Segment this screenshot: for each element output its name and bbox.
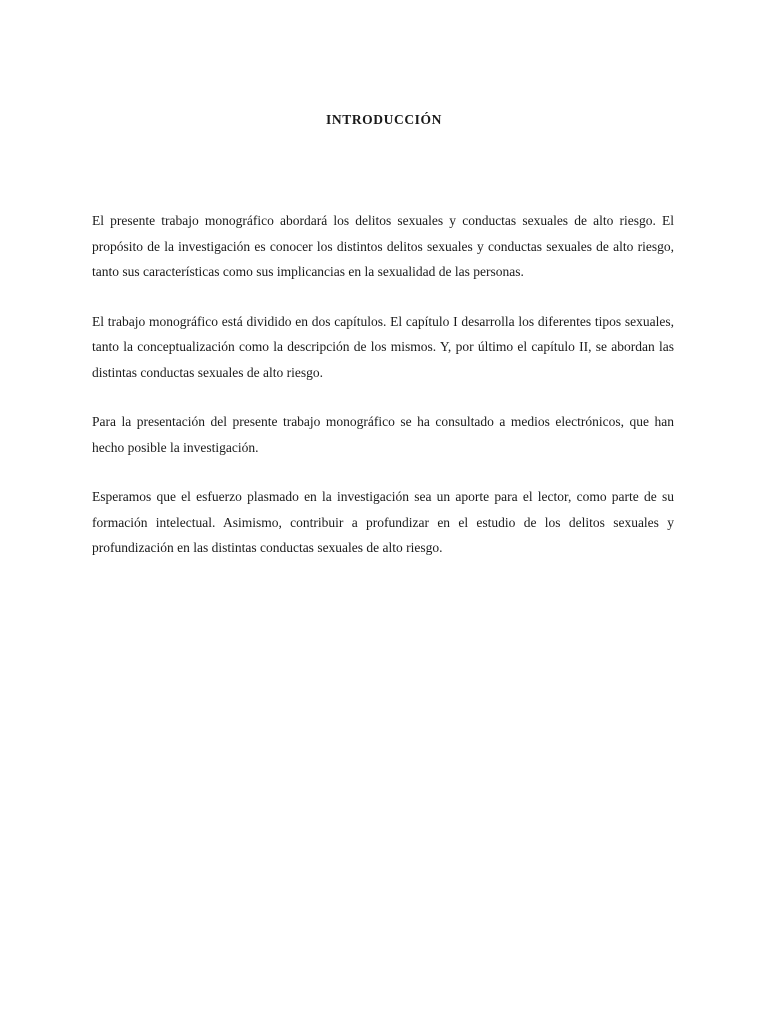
page-title: INTRODUCCIÓN	[326, 112, 442, 127]
paragraph-3: Para la presentación del presente trabajo monográfico se ha consultado a medios electrónicos, que han hecho posible la investigación.	[92, 414, 674, 455]
paragraph-4: Esperamos que el esfuerzo plasmado en la investigación sea un aporte para el lector, como parte de su formación intelectual. Asimismo, contribuir a profundizar en el estudio de los delitos sexuales y profundización en las distintas conductas sexuales de alto riesgo.	[92, 489, 674, 555]
document-body	[92, 208, 674, 585]
paragraph-1: El presente trabajo monográfico abordará los delitos sexuales y conductas sexuales de alto riesgo. El propósito de la investigación es conocer los distintos delitos sexuales y conductas sexuales de alto riesgo, tanto sus características como sus implicancias en la sexualidad de las personas.	[92, 213, 674, 279]
paragraph-2: El trabajo monográfico está dividido en dos capítulos. El capítulo I desarrolla los diferentes tipos sexuales, tanto la conceptualización como la descripción de los mismos. Y, por último el capítulo II, se abordan las distintas conductas sexuales de alto riesgo.	[92, 313, 674, 380]
